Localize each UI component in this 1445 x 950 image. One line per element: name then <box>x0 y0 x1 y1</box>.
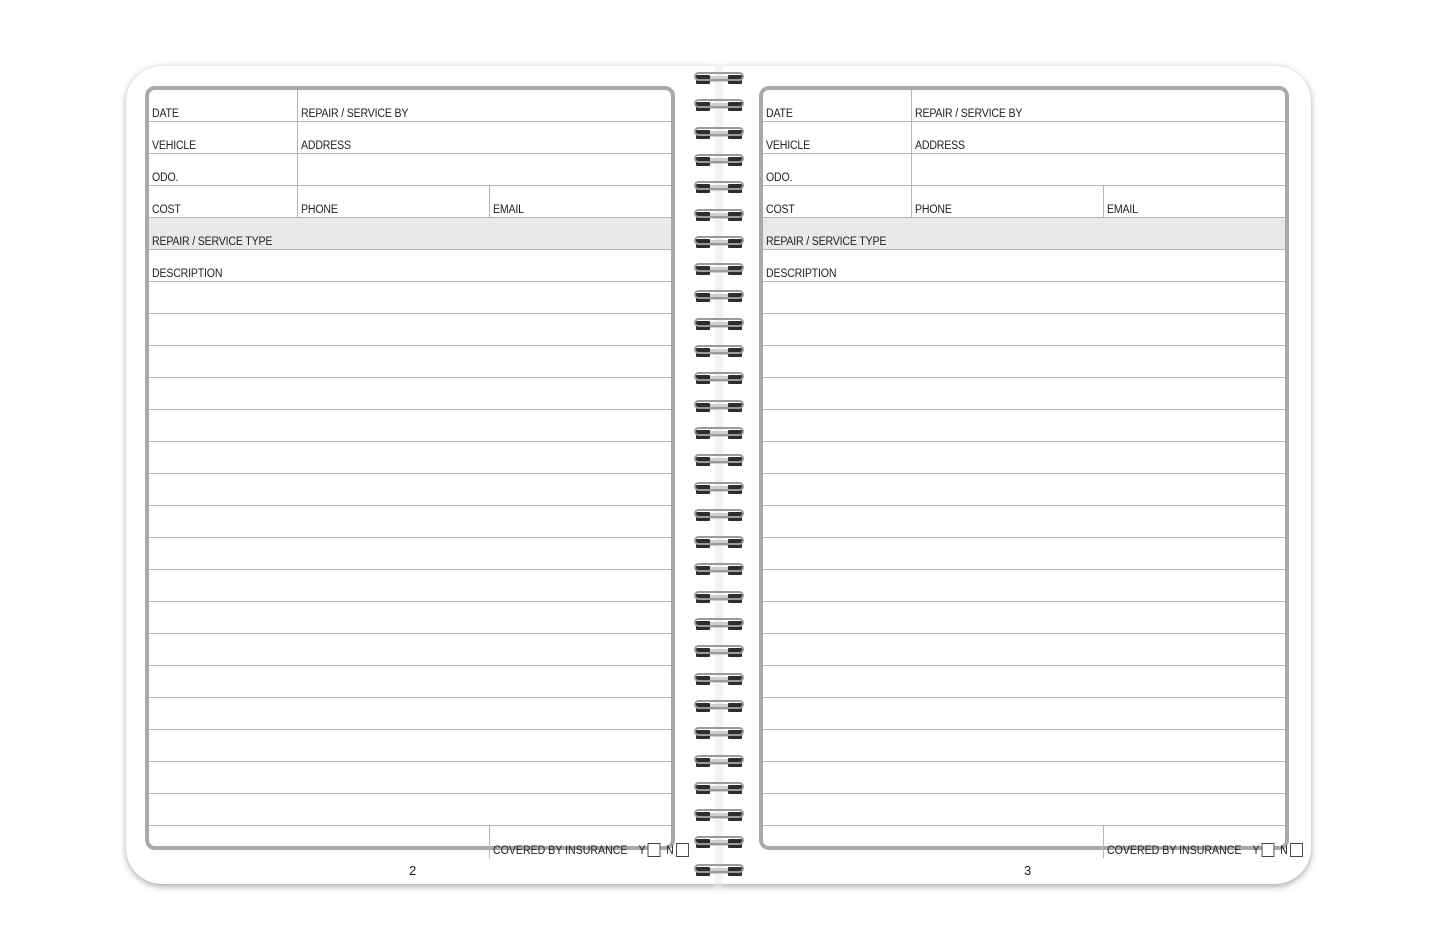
row-date <box>763 90 1285 122</box>
blank-line[interactable] <box>149 506 671 538</box>
spiral-coil <box>694 563 744 576</box>
insurance-field <box>489 826 674 858</box>
spiral-coil <box>694 645 744 658</box>
spiral-coil <box>694 618 744 631</box>
insurance-line <box>493 843 689 857</box>
cost-field[interactable] <box>763 186 911 217</box>
vehicle-label: VEHICLE <box>766 140 810 152</box>
notebook-page-left <box>126 66 716 884</box>
blank-line[interactable] <box>149 314 671 346</box>
page-number: 2 <box>409 863 417 878</box>
service-log-form-right <box>759 86 1289 857</box>
blank-line[interactable] <box>149 570 671 602</box>
row-insurance <box>149 826 674 858</box>
yes-label: Y <box>638 845 646 857</box>
spiral-coil <box>694 454 744 467</box>
blank-line[interactable] <box>763 282 1285 314</box>
blank-line[interactable] <box>763 410 1285 442</box>
phone-label: PHONE <box>301 204 338 216</box>
service-type-label: REPAIR / SERVICE TYPE <box>152 236 273 248</box>
row-description[interactable] <box>149 250 671 282</box>
spiral-coil <box>694 290 744 303</box>
no-label: N <box>666 845 674 857</box>
spiral-coil <box>694 809 744 822</box>
insurance-field <box>1103 826 1288 858</box>
row-service-type[interactable] <box>149 218 671 250</box>
blank-line[interactable] <box>149 346 671 378</box>
blank-line[interactable] <box>763 666 1285 698</box>
spiral-coil <box>694 72 744 85</box>
cost-label: COST <box>152 204 181 216</box>
row-description[interactable] <box>763 250 1285 282</box>
address-label: ADDRESS <box>301 140 351 152</box>
blank-line[interactable] <box>763 442 1285 474</box>
description-label: DESCRIPTION <box>152 268 223 280</box>
insurance-no-checkbox[interactable] <box>1290 843 1303 857</box>
row-date <box>149 90 671 122</box>
email-label: EMAIL <box>493 204 524 216</box>
blank-line[interactable] <box>763 474 1285 506</box>
spiral-coil <box>694 700 744 713</box>
vehicle-field[interactable] <box>149 122 297 153</box>
repair-by-field[interactable] <box>911 90 1285 121</box>
email-field[interactable] <box>489 186 671 217</box>
blank-line[interactable] <box>763 314 1285 346</box>
row-cost <box>149 186 671 218</box>
date-label: DATE <box>152 108 179 120</box>
blank-line[interactable] <box>763 538 1285 570</box>
blank-line[interactable] <box>763 730 1285 762</box>
row-odo <box>763 154 1285 186</box>
odo-field[interactable] <box>149 154 297 185</box>
spiral-binding <box>690 72 750 882</box>
spiral-coil <box>694 318 744 331</box>
spiral-coil <box>694 673 744 686</box>
odo-field[interactable] <box>763 154 911 185</box>
yes-label: Y <box>1252 845 1260 857</box>
blank-line[interactable] <box>149 282 671 314</box>
repair-by-field[interactable] <box>297 90 671 121</box>
spiral-coil <box>694 536 744 549</box>
blank-line[interactable] <box>149 762 671 794</box>
spiral-coil <box>694 836 744 849</box>
spiral-coil <box>694 509 744 522</box>
spiral-coil <box>694 154 744 167</box>
spiral-coil <box>694 236 744 249</box>
blank-line[interactable] <box>763 570 1285 602</box>
vehicle-label: VEHICLE <box>152 140 196 152</box>
address-continued-field[interactable] <box>911 154 1285 185</box>
date-field[interactable] <box>763 90 911 121</box>
phone-field[interactable] <box>911 186 1103 217</box>
vehicle-field[interactable] <box>763 122 911 153</box>
spiral-coil <box>694 345 744 358</box>
odo-label: ODO. <box>152 172 179 184</box>
no-label: N <box>1280 845 1288 857</box>
blank-line[interactable] <box>149 666 671 698</box>
row-vehicle <box>149 122 671 154</box>
blank-line[interactable] <box>763 762 1285 794</box>
row-cost <box>763 186 1285 218</box>
page-number: 3 <box>1024 863 1032 878</box>
spiral-coil <box>694 482 744 495</box>
email-label: EMAIL <box>1107 204 1138 216</box>
blank-line[interactable] <box>763 698 1285 730</box>
spiral-coil <box>694 727 744 740</box>
cost-field[interactable] <box>149 186 297 217</box>
odo-label: ODO. <box>766 172 793 184</box>
address-field[interactable] <box>297 122 671 153</box>
blank-line[interactable] <box>763 378 1285 410</box>
email-field[interactable] <box>1103 186 1285 217</box>
spiral-coil <box>694 127 744 140</box>
blank-line[interactable] <box>763 506 1285 538</box>
phone-label: PHONE <box>915 204 952 216</box>
blank-line[interactable] <box>149 410 671 442</box>
spiral-coil <box>694 400 744 413</box>
spiral-coil <box>694 782 744 795</box>
blank-line[interactable] <box>149 474 671 506</box>
spiral-coil <box>694 372 744 385</box>
date-label: DATE <box>766 108 793 120</box>
blank-line[interactable] <box>149 442 671 474</box>
date-field[interactable] <box>149 90 297 121</box>
blank-line[interactable] <box>149 634 671 666</box>
spiral-coil <box>694 181 744 194</box>
spiral-coil <box>694 864 744 877</box>
insurance-yes-checkbox[interactable] <box>647 843 660 857</box>
spiral-coil <box>694 99 744 112</box>
row-insurance <box>763 826 1288 858</box>
spiral-coil <box>694 263 744 276</box>
row-service-type[interactable] <box>763 218 1285 250</box>
spiral-coil <box>694 591 744 604</box>
spiral-coil <box>694 209 744 222</box>
address-continued-field[interactable] <box>297 154 671 185</box>
insurance-line <box>1107 843 1303 857</box>
blank-line[interactable] <box>149 698 671 730</box>
description-label: DESCRIPTION <box>766 268 837 280</box>
notebook-page-right <box>721 66 1311 884</box>
blank-line[interactable] <box>763 602 1285 634</box>
service-log-form-left <box>145 86 675 857</box>
covered-label: COVERED BY INSURANCE <box>493 845 628 857</box>
phone-field[interactable] <box>297 186 489 217</box>
blank-line[interactable] <box>763 634 1285 666</box>
row-odo <box>149 154 671 186</box>
service-type-label: REPAIR / SERVICE TYPE <box>766 236 887 248</box>
blank-line[interactable] <box>149 730 671 762</box>
repair-by-label: REPAIR / SERVICE BY <box>915 108 1023 120</box>
address-label: ADDRESS <box>915 140 965 152</box>
cost-label: COST <box>766 204 795 216</box>
spiral-coil <box>694 427 744 440</box>
blank-line[interactable] <box>149 794 671 826</box>
blank-line[interactable] <box>149 538 671 570</box>
blank-line[interactable] <box>149 602 671 634</box>
blank-line[interactable] <box>763 794 1285 826</box>
repair-by-label: REPAIR / SERVICE BY <box>301 108 409 120</box>
insurance-yes-checkbox[interactable] <box>1261 843 1274 857</box>
blank-line[interactable] <box>763 346 1285 378</box>
insurance-no-checkbox[interactable] <box>676 843 689 857</box>
blank-line[interactable] <box>149 378 671 410</box>
row-vehicle <box>763 122 1285 154</box>
address-field[interactable] <box>911 122 1285 153</box>
covered-label: COVERED BY INSURANCE <box>1107 845 1242 857</box>
spiral-coil <box>694 755 744 768</box>
